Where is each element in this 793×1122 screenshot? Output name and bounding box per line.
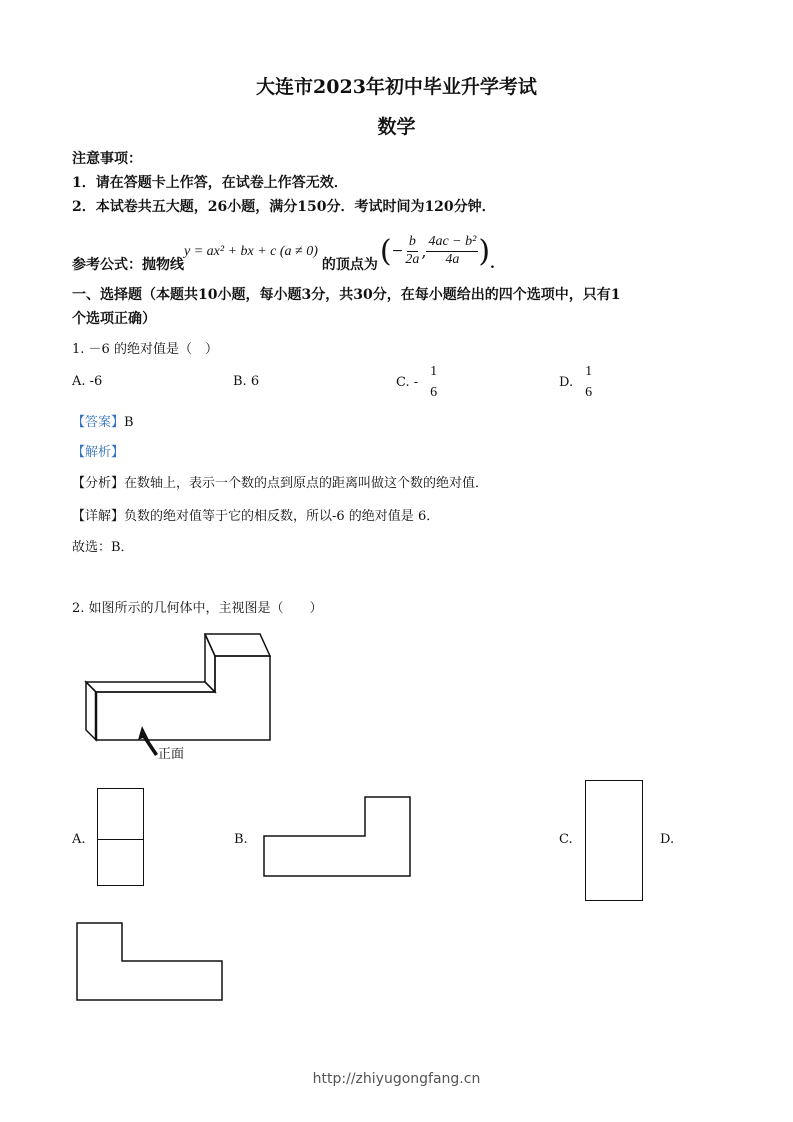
q2-option-a-divider [97,839,144,840]
q2-option-a-label: A. [72,832,86,847]
answer-value: B [124,415,134,430]
formula-middle: 的顶点为 [321,257,378,273]
q1-option-a: A. -6 [72,374,103,389]
q2-option-c-label: C. [559,832,573,847]
q1-option-b: B. 6 [233,374,260,389]
formula-equation: y = ax² + bx + c (a ≠ 0) [184,244,318,259]
footer-url: http://zhiyugongfang.cn [312,1071,481,1087]
subject-title: 数学 [377,116,416,138]
detail-line: 【详解】负数的绝对值等于它的相反数，所以-6 的绝对值是 6． [72,509,440,524]
q1-option-d: D. 1 6 [559,364,593,400]
notice-1: 1．请在答题卡上作答，在试卷上作答无效． [72,175,348,191]
conclusion-line: 故选：B． [72,540,134,555]
section-heading-line2: 个选项正确） [72,311,156,327]
formula-prefix: 参考公式：抛物线 [72,257,184,273]
front-label: 正面 [158,747,185,762]
document-title: 大连市2023年初中毕业升学考试 [256,76,537,98]
answer-tag: 【答案】 [72,415,125,430]
section-heading-line1: 一、选择题（本题共10小题，每小题3分，共30分，在每小题给出的四个选项中，只有1 [72,287,621,303]
analysis-line: 【分析】在数轴上，表示一个数的点到原点的距离叫做这个数的绝对值． [72,476,489,491]
q2-option-d-figure [76,922,226,1004]
vertex-y-fraction: $\frac{\text{4ac − b²}}{4a}$ [428,233,477,267]
q1-option-c: C. - 1 6 [396,364,438,400]
vertex-x-fraction: $\frac{b}{2a}$ [405,233,420,267]
q2-option-b-label: B. [234,832,248,847]
analysis-tag: 【解析】 [72,445,125,460]
answer-line [72,411,134,430]
question2-stem: 2. 如图所示的几何体中，主视图是（ ） [72,601,323,616]
q2-option-a-figure [97,788,144,886]
q2-option-c-figure [585,780,643,901]
question1-stem: 1. －6 的绝对值是（ ） [72,342,218,357]
notice-2: 2．本试卷共五大题，26小题，满分150分．考试时间为120分钟． [72,199,496,215]
q2-option-d-label: D. [660,832,675,847]
notice-heading: 注意事项： [72,151,142,167]
reference-formula: 参考公式：抛物线 y = ax² + bx + c (a ≠ 0) 的顶点为 ( − $\frac{b}{2a}$ , $\frac{\text{4ac − b²}}{4a}$ ) . [72,233,495,273]
q2-option-b-figure [262,796,414,878]
